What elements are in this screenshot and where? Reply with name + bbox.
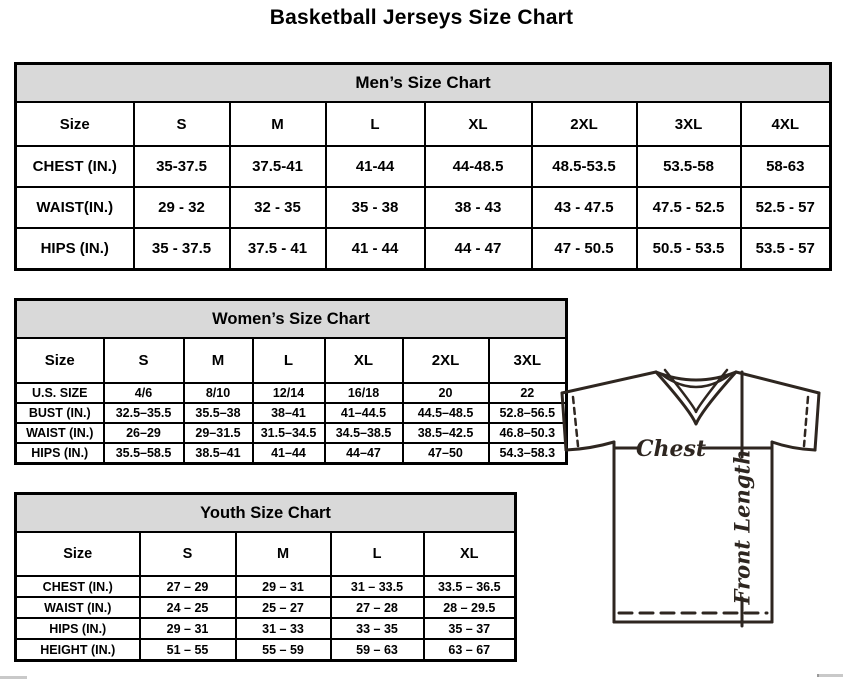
womens-col-header-xl: XL: [325, 338, 403, 383]
scrollbar-fragment-right: [817, 674, 843, 677]
chest-label: Chest: [635, 436, 707, 462]
size-value-cell: 32.5–35.5: [104, 403, 184, 423]
size-value-cell: 27 – 28: [331, 597, 424, 618]
size-value-cell: 35.5–38: [184, 403, 253, 423]
size-value-cell: 35 – 37: [424, 618, 516, 639]
size-value-cell: 29–31.5: [184, 423, 253, 443]
size-value-cell: 31 – 33: [236, 618, 331, 639]
size-value-cell: 28 – 29.5: [424, 597, 516, 618]
mens-chart-title: Men’s Size Chart: [16, 64, 831, 103]
youth-row-height-in: [16, 639, 516, 661]
size-value-cell: 29 – 31: [236, 576, 331, 597]
size-value-cell: 35.5–58.5: [104, 443, 184, 464]
jersey-collar: [656, 370, 736, 424]
size-value-cell: 52.5 - 57: [741, 187, 831, 228]
front-length-label: Front Length: [729, 449, 755, 605]
page-title: Basketball Jerseys Size Chart: [269, 6, 574, 29]
size-value-cell: 44-48.5: [425, 146, 532, 187]
size-value-cell: 27 – 29: [140, 576, 236, 597]
size-value-cell: 38 - 43: [425, 187, 532, 228]
size-value-cell: 55 – 59: [236, 639, 331, 661]
youth-size-chart-table: [14, 492, 517, 662]
mens-col-header-m: M: [230, 102, 326, 146]
youth-col-header-xl: XL: [424, 532, 516, 576]
womens-col-header-size: Size: [16, 338, 104, 383]
mens-col-header-size: Size: [16, 102, 134, 146]
size-value-cell: 31.5–34.5: [253, 423, 325, 443]
mens-col-header-xl: XL: [425, 102, 532, 146]
womens-row-hips-in: [16, 443, 567, 464]
size-value-cell: 37.5-41: [230, 146, 326, 187]
row-label: CHEST (IN.): [16, 146, 134, 187]
size-value-cell: 53.5-58: [637, 146, 741, 187]
size-value-cell: 31 – 33.5: [331, 576, 424, 597]
jersey-diagram-svg: [552, 360, 843, 679]
mens-row-chest-in: [16, 146, 831, 187]
size-value-cell: 33.5 – 36.5: [424, 576, 516, 597]
right-cuff-dashed-line: [804, 397, 808, 446]
size-value-cell: 35-37.5: [134, 146, 230, 187]
jersey-measurement-diagram: [552, 360, 843, 679]
size-value-cell: 37.5 - 41: [230, 228, 326, 270]
size-value-cell: 38.5–42.5: [403, 423, 489, 443]
size-value-cell: 24 – 25: [140, 597, 236, 618]
size-value-cell: 38–41: [253, 403, 325, 423]
size-value-cell: 35 - 38: [326, 187, 425, 228]
size-value-cell: 41 - 44: [326, 228, 425, 270]
womens-col-header-m: M: [184, 338, 253, 383]
youth-col-header-s: S: [140, 532, 236, 576]
size-value-cell: 20: [403, 383, 489, 403]
womens-header-row: [16, 338, 567, 383]
mens-col-header-3xl: 3XL: [637, 102, 741, 146]
size-value-cell: 29 - 32: [134, 187, 230, 228]
youth-row-waist-in: [16, 597, 516, 618]
row-label: HIPS (IN.): [16, 228, 134, 270]
size-value-cell: 44.5–48.5: [403, 403, 489, 423]
size-value-cell: 32 - 35: [230, 187, 326, 228]
row-label: HIPS (IN.): [16, 443, 104, 464]
womens-row-bust-in: [16, 403, 567, 423]
size-value-cell: 58-63: [741, 146, 831, 187]
mens-col-header-2xl: 2XL: [532, 102, 637, 146]
size-value-cell: 41–44: [253, 443, 325, 464]
womens-col-header-3xl: 3XL: [489, 338, 567, 383]
size-value-cell: 51 – 55: [140, 639, 236, 661]
size-value-cell: 12/14: [253, 383, 325, 403]
size-value-cell: 53.5 - 57: [741, 228, 831, 270]
youth-row-chest-in: [16, 576, 516, 597]
mens-row-hips-in: [16, 228, 831, 270]
size-value-cell: 41–44.5: [325, 403, 403, 423]
row-label: BUST (IN.): [16, 403, 104, 423]
mens-col-header-4xl: 4XL: [741, 102, 831, 146]
row-label: WAIST (IN.): [16, 423, 104, 443]
size-value-cell: 47–50: [403, 443, 489, 464]
youth-row-hips-in: [16, 618, 516, 639]
size-value-cell: 47 - 50.5: [532, 228, 637, 270]
size-value-cell: 41-44: [326, 146, 425, 187]
row-label: WAIST (IN.): [16, 597, 140, 618]
size-value-cell: 52.8–56.5: [489, 403, 567, 423]
youth-col-header-l: L: [331, 532, 424, 576]
size-value-cell: 35 - 37.5: [134, 228, 230, 270]
youth-col-header-m: M: [236, 532, 331, 576]
row-label: HEIGHT (IN.): [16, 639, 140, 661]
mens-row-waist-in: [16, 187, 831, 228]
womens-row-waist-in: [16, 423, 567, 443]
size-value-cell: 16/18: [325, 383, 403, 403]
left-cuff-dashed-line: [573, 397, 578, 446]
womens-chart-title: Women’s Size Chart: [16, 300, 567, 339]
mens-col-header-l: L: [326, 102, 425, 146]
youth-chart-title: Youth Size Chart: [16, 494, 516, 533]
womens-row-u-s-size: [16, 383, 567, 403]
size-value-cell: 44 - 47: [425, 228, 532, 270]
size-value-cell: 48.5-53.5: [532, 146, 637, 187]
size-value-cell: 47.5 - 52.5: [637, 187, 741, 228]
womens-size-chart-table: [14, 298, 568, 465]
mens-header-row: [16, 102, 831, 146]
size-value-cell: 38.5–41: [184, 443, 253, 464]
womens-col-header-2xl: 2XL: [403, 338, 489, 383]
row-label: U.S. SIZE: [16, 383, 104, 403]
youth-col-header-size: Size: [16, 532, 140, 576]
size-value-cell: 34.5–38.5: [325, 423, 403, 443]
row-label: CHEST (IN.): [16, 576, 140, 597]
size-value-cell: 33 – 35: [331, 618, 424, 639]
size-value-cell: 29 – 31: [140, 618, 236, 639]
size-value-cell: 25 – 27: [236, 597, 331, 618]
size-value-cell: 63 – 67: [424, 639, 516, 661]
size-value-cell: 54.3–58.3: [489, 443, 567, 464]
mens-size-chart-table: [14, 62, 832, 271]
mens-col-header-s: S: [134, 102, 230, 146]
size-value-cell: 46.8–50.3: [489, 423, 567, 443]
womens-col-header-s: S: [104, 338, 184, 383]
size-value-cell: 22: [489, 383, 567, 403]
size-value-cell: 43 - 47.5: [532, 187, 637, 228]
size-value-cell: 44–47: [325, 443, 403, 464]
size-value-cell: 50.5 - 53.5: [637, 228, 741, 270]
row-label: HIPS (IN.): [16, 618, 140, 639]
size-value-cell: 4/6: [104, 383, 184, 403]
size-value-cell: 26–29: [104, 423, 184, 443]
jersey-outline: [562, 372, 819, 622]
size-value-cell: 8/10: [184, 383, 253, 403]
womens-col-header-l: L: [253, 338, 325, 383]
size-value-cell: 59 – 63: [331, 639, 424, 661]
youth-header-row: [16, 532, 516, 576]
row-label: WAIST(IN.): [16, 187, 134, 228]
